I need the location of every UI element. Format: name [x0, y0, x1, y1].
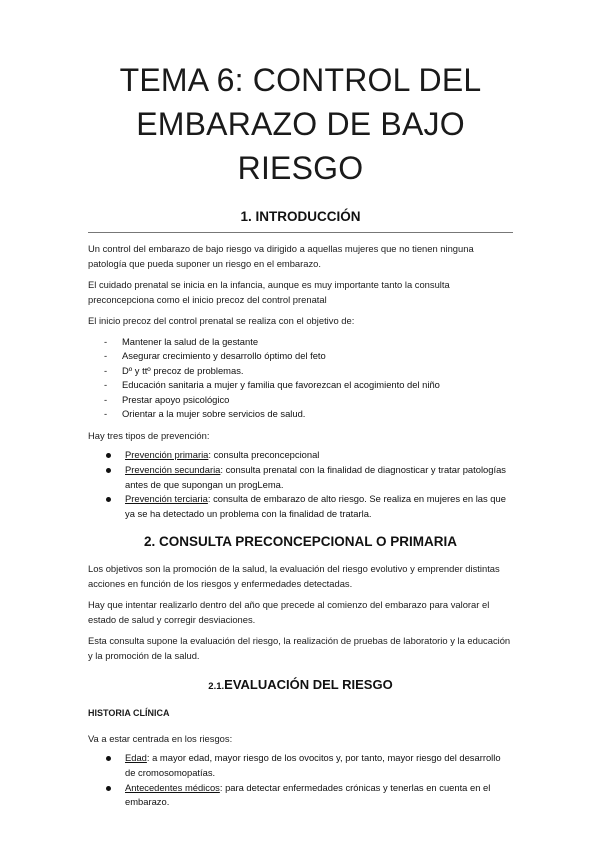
list-item: - Asegurar crecimiento y desarrollo óptimo del feto: [104, 350, 326, 362]
intro-paragraph-3: El inicio precoz del control prenatal se realiza con el objetivo de:: [88, 315, 355, 326]
section-2-paragraph-3: Esta consulta supone la evaluación del riesgo, la realización de pruebas de laboratorio y la educación y la promoción de la salud.: [88, 635, 511, 662]
section-2-heading: 2. CONSULTA PRECONCEPCIONAL O PRIMARIA: [143, 534, 458, 550]
bullet-icon: [106, 453, 111, 458]
subsection-heading: 2.1.EVALUACIÓN DEL RIESGO: [208, 677, 393, 693]
list-item: Prevención primaria: consulta preconcepcional: [88, 448, 513, 463]
section-2-paragraph-2: Hay que intentar realizarlo dentro del año que precede al comienzo del embarazo para valorar el estado de salud y corregir desviaciones.: [88, 599, 490, 626]
bullet-icon: [106, 497, 111, 502]
intro-paragraph-1: Un control del embarazo de bajo riesgo va dirigido a aquellas mujeres que no tienen ninguna patología que pueda suponer un riesgo en el embarazo.: [88, 243, 474, 269]
title-line-1: TEMA 6: CONTROL DEL: [119, 62, 482, 98]
list-item: Edad: a mayor edad, mayor riesgo de los ovocitos y, por tanto, mayor riesgo del desarrollo de cromosomopatías.: [88, 751, 513, 780]
list-item: - Mantener la salud de la gestante: [104, 336, 259, 347]
list-item: - Dº y ttº precoz de problemas.: [104, 364, 244, 376]
list-item: - Orientar a la mujer sobre servicios de salud.: [104, 408, 306, 420]
section-2-paragraph-1: Los objetivos son la promoción de la salud, la evaluación del riesgo evolutivo y emprender distintas acciones en función de los riesgos y enfermedades detectadas.: [88, 563, 500, 590]
list-item: - Educación sanitaria a mujer y familia que favorezcan el acogimiento del niño: [104, 379, 440, 391]
list-item: Antecedentes médicos: para detectar enfermedades crónicas y tenerlas en cuenta en el embarazo.: [88, 781, 513, 810]
list-item: - Prestar apoyo psicológico: [104, 393, 230, 405]
risk-list: [88, 751, 513, 809]
historia-clinica-heading: HISTORIA CLÍNICA: [88, 708, 170, 719]
section-1-heading: 1. INTRODUCCIÓN: [88, 208, 513, 233]
objectives-list: [88, 335, 513, 421]
title-line-2: EMBARAZO DE BAJO RIESGO: [136, 106, 465, 186]
intro-paragraph-4: Hay tres tipos de prevención:: [88, 430, 210, 442]
bullet-icon: [106, 756, 111, 761]
list-item: Prevención terciaria: consulta de embarazo de alto riesgo. Se realiza en mujeres en las que ya se ha detectado un problema con la finalidad de tratarla.: [88, 492, 513, 521]
section-2-paragraph-4: Va a estar centrada en los riesgos:: [88, 733, 233, 745]
list-item: Prevención secundaria: consulta prenatal con la finalidad de diagnosticar y tratar patologías antes de que supongan un progLema.: [88, 463, 513, 492]
bullet-icon: [106, 468, 111, 473]
document-title: [88, 0, 513, 190]
intro-paragraph-2: El cuidado prenatal se inicia en la infancia, aunque es muy importante tanto la consulta preconcepciona como el inicio precoz del control prenatal: [88, 279, 450, 305]
prevention-list: [88, 448, 513, 521]
bullet-icon: [106, 786, 111, 791]
